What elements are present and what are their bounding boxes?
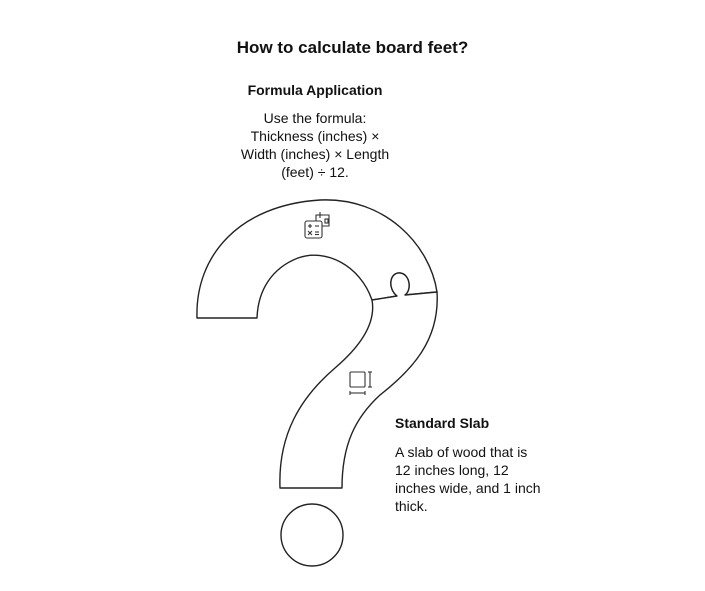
slab-line: A slab of wood that is <box>395 444 528 460</box>
slab-line: inches wide, and 1 inch <box>395 480 541 496</box>
standard-slab-text <box>395 443 555 515</box>
diagram-title: How to calculate board feet? <box>236 38 469 57</box>
slab-line: thick. <box>395 498 428 514</box>
formula-application-text <box>215 109 415 181</box>
formula-application-heading: Formula Application <box>247 82 383 98</box>
standard-slab-heading: Standard Slab <box>395 415 490 431</box>
formula-line: Thickness (inches) × <box>250 128 380 144</box>
formula-line: Width (inches) × Length <box>240 146 390 162</box>
question-dot <box>281 504 343 566</box>
formula-line: Use the formula: <box>263 110 367 126</box>
formula-line: (feet) ÷ 12. <box>281 164 349 180</box>
slab-line: 12 inches long, 12 <box>395 462 509 478</box>
